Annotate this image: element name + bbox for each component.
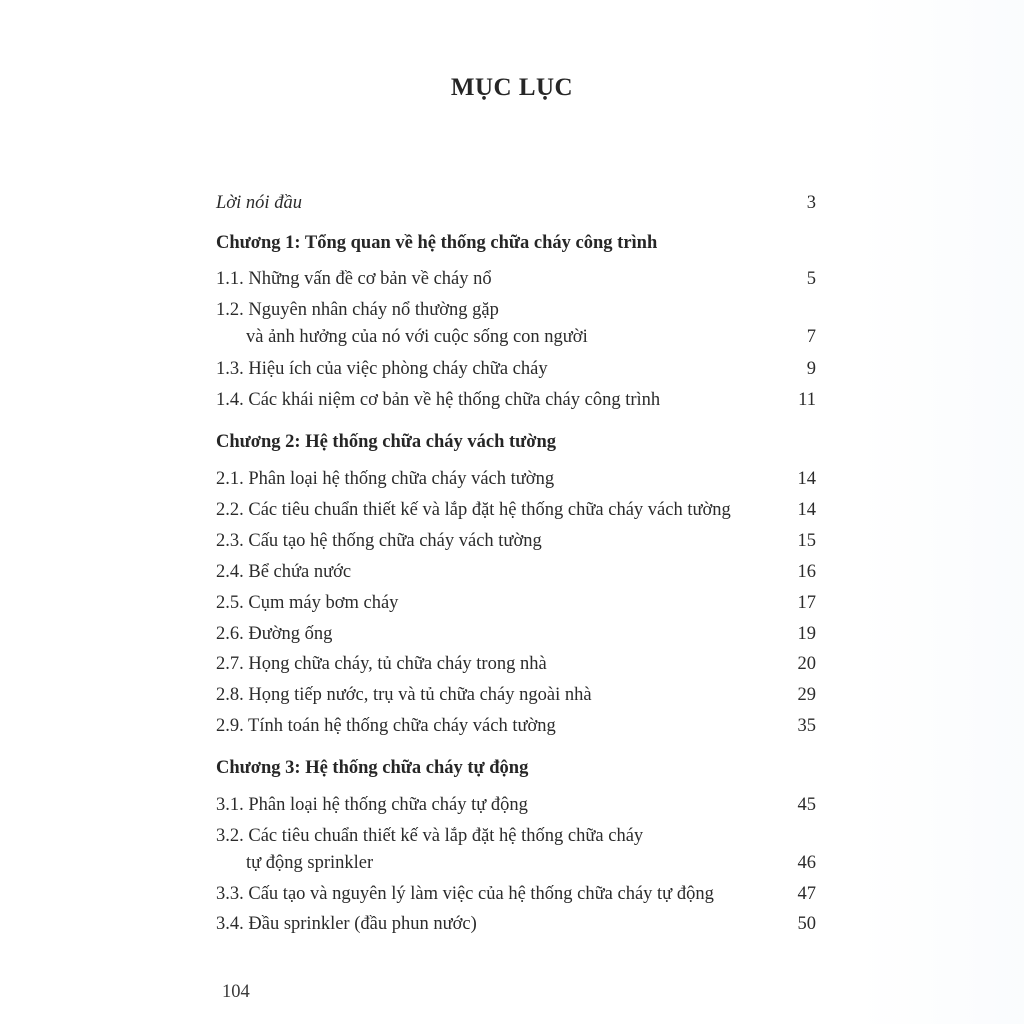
toc-entry-1-3 [216, 358, 816, 380]
toc-entry-label: 2.2. Các tiêu chuẩn thiết kế và lắp đặt hệ thống chữa cháy vách tường [216, 500, 731, 520]
toc-entry-1-2-continuation [246, 326, 816, 348]
toc-entry-page: 35 [797, 716, 816, 736]
toc-entry-2-3 [216, 530, 816, 552]
toc-entry-page: 16 [797, 562, 816, 582]
toc-entry-1-1 [216, 268, 816, 290]
page-number: 104 [222, 982, 250, 1002]
toc-entry-label: 1.1. Những vấn đề cơ bản về cháy nổ [216, 269, 492, 289]
chapter-title: Chương 2: Hệ thống chữa cháy vách tường [216, 432, 557, 452]
toc-entry-label: 1.4. Các khái niệm cơ bản về hệ thống chữa cháy công trình [216, 390, 661, 410]
toc-entry-label: Lời nói đầu [216, 193, 302, 213]
toc-entry-label-continuation: tự động sprinkler [246, 853, 374, 873]
toc-entry-label: 1.3. Hiệu ích của việc phòng cháy chữa cháy [216, 359, 548, 379]
toc-entry-page: 14 [797, 469, 816, 489]
toc-entry-page: 14 [797, 500, 816, 520]
toc-entry-2-7 [216, 653, 816, 675]
toc-entry-page: 46 [797, 853, 816, 873]
toc-entry-page: 19 [797, 624, 816, 644]
toc-entry-label-continuation: và ảnh hưởng của nó với cuộc sống con người [246, 327, 588, 347]
toc-entry-3-2-continuation [246, 852, 816, 874]
toc-entry-intro [216, 192, 816, 214]
toc-entry-label: 2.5. Cụm máy bơm cháy [216, 593, 399, 613]
chapter-title: Chương 3: Hệ thống chữa cháy tự động [216, 758, 529, 778]
toc-entry-3-3 [216, 883, 816, 905]
toc-entry-label: 3.1. Phân loại hệ thống chữa cháy tự động [216, 795, 528, 815]
toc-entry-label: 2.4. Bể chứa nước [216, 562, 352, 582]
toc-entry-label: 2.7. Họng chữa cháy, tủ chữa cháy trong nhà [216, 654, 547, 674]
toc-entry-page: 47 [797, 884, 816, 904]
toc-entry-label: 2.6. Đường ống [216, 624, 333, 644]
toc-entry-label: 2.9. Tính toán hệ thống chữa cháy vách tường [216, 716, 556, 736]
toc-entry-label: 1.2. Nguyên nhân cháy nổ thường gặp [216, 300, 499, 320]
toc-entry-page: 15 [797, 531, 816, 551]
page-title: MỤC LỤC [450, 74, 574, 101]
toc-entry-page: 20 [797, 654, 816, 674]
toc-entry-label: 2.1. Phân loại hệ thống chữa cháy vách tường [216, 469, 555, 489]
toc-entry-page: 50 [797, 914, 816, 934]
toc-entry-2-6 [216, 623, 816, 645]
toc-entry-label: 3.3. Cấu tạo và nguyên lý làm việc của hệ thống chữa cháy tự động [216, 884, 714, 904]
toc-entry-2-9 [216, 715, 816, 737]
toc-entry-page: 11 [798, 390, 816, 410]
toc-entry-2-5 [216, 592, 816, 614]
toc-entry-1-4 [216, 389, 816, 411]
chapter-heading-3 [216, 757, 816, 779]
toc-entry-2-8 [216, 684, 816, 706]
chapter-title: Chương 1: Tổng quan về hệ thống chữa cháy công trình [216, 233, 658, 253]
toc-entry-page: 3 [806, 193, 816, 213]
toc-entry-3-1 [216, 794, 816, 816]
toc-entry-1-2 [216, 299, 816, 321]
toc-entry-2-2 [216, 499, 816, 521]
toc-entry-page: 7 [806, 327, 816, 347]
toc-entry-label: 3.2. Các tiêu chuẩn thiết kế và lắp đặt hệ thống chữa cháy [216, 826, 644, 846]
toc-entry-2-4 [216, 561, 816, 583]
chapter-heading-2 [216, 431, 816, 453]
toc-entry-page: 5 [806, 269, 816, 289]
toc-entry-page: 45 [797, 795, 816, 815]
toc-entry-label: 2.8. Họng tiếp nước, trụ và tủ chữa cháy ngoài nhà [216, 685, 592, 705]
toc-entry-label: 3.4. Đầu sprinkler (đầu phun nước) [216, 914, 477, 934]
toc-entry-page: 29 [797, 685, 816, 705]
toc-entry-page: 9 [806, 359, 816, 379]
toc-entry-2-1 [216, 468, 816, 490]
toc-entry-page: 17 [797, 593, 816, 613]
toc-entry-label: 2.3. Cấu tạo hệ thống chữa cháy vách tường [216, 531, 542, 551]
toc-entry-3-2 [216, 825, 816, 847]
toc-entry-3-4 [216, 913, 816, 935]
chapter-heading-1 [216, 232, 816, 254]
